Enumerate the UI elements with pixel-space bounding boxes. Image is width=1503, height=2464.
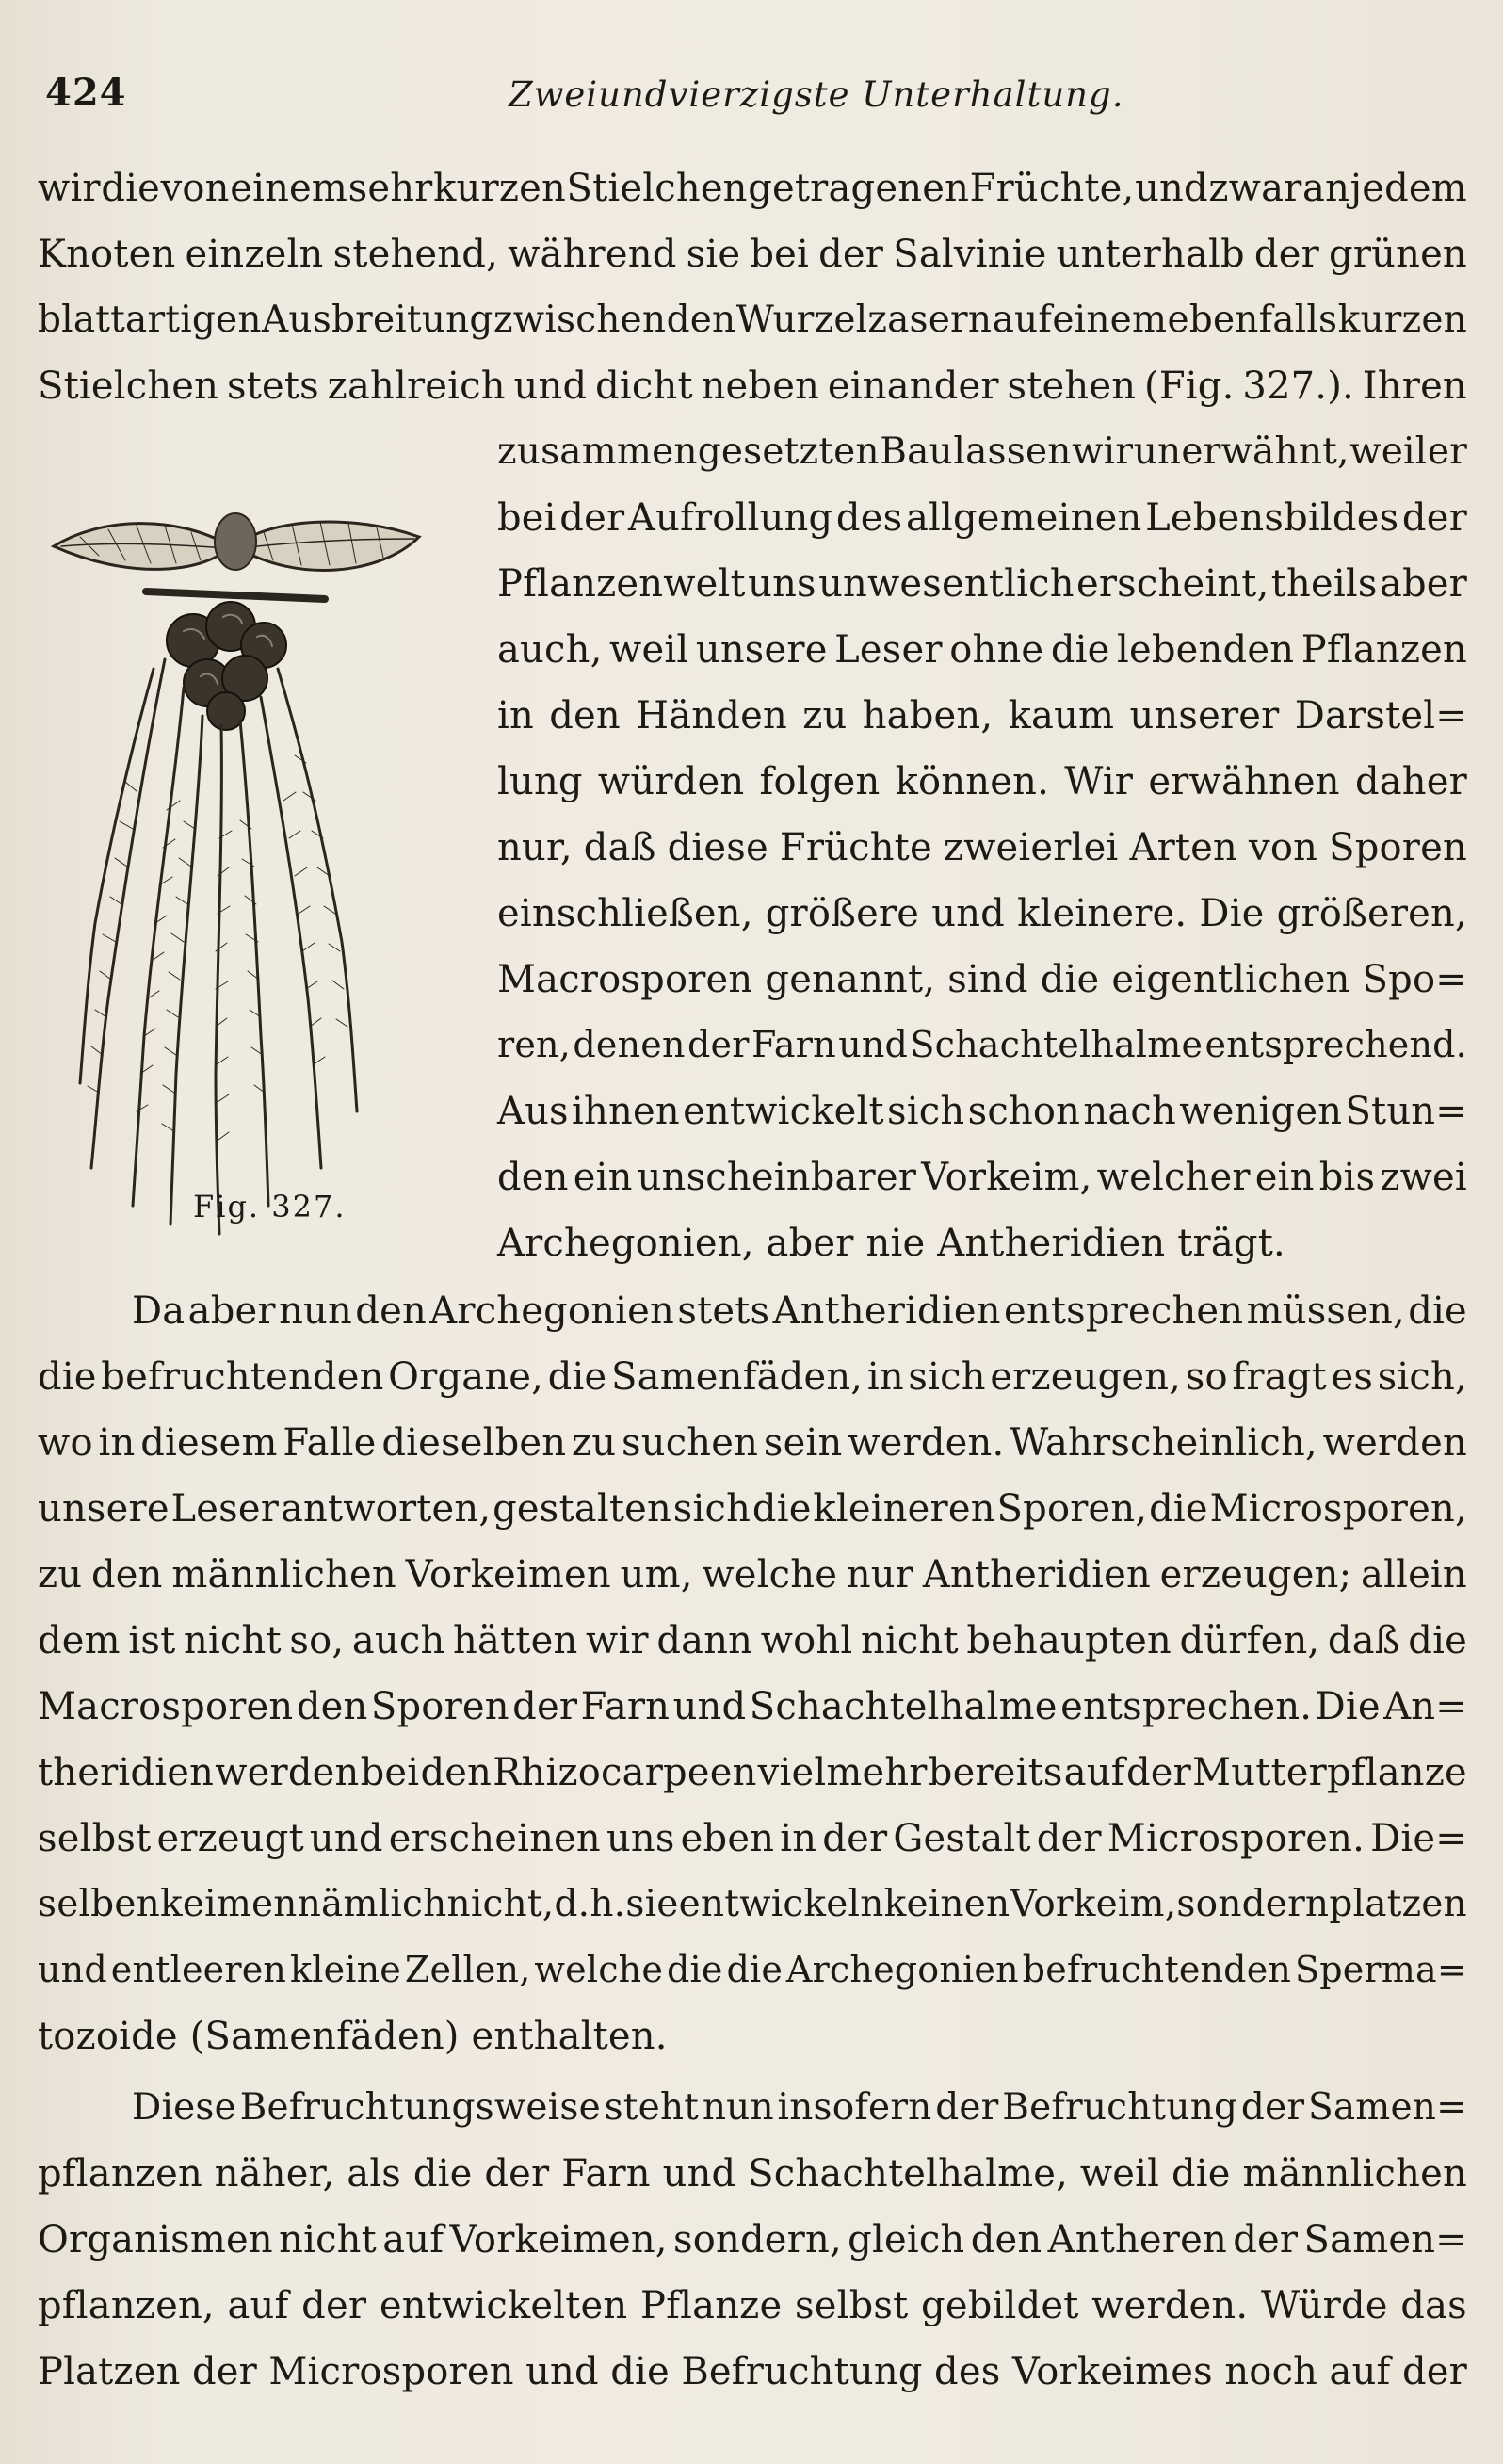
text-line: unsere Leser antworten, gestalten sich die kleineren Sporen, die Microsporen, [38,1487,1467,1531]
text-line: dem ist nicht so, auch hätten wir dann wohl nicht behaupten dürfen, daß die [38,1619,1467,1662]
text-line: auch, weil unsere Leser ohne die lebenden Pflanzen [497,628,1467,672]
page-header [38,71,1469,127]
text-line: zusammengesetzten Bau lassen wir unerwähnt, weil er [497,430,1467,473]
text-line: Archegonien, aber nie Antheridien trägt. [497,1222,1285,1265]
text-line: Da aber nun den Archegonien stets Antheridien entsprechen müssen, die [132,1289,1467,1333]
text-line: nur, daß diese Früchte zweierlei Arten von Sporen [497,826,1467,869]
salvinia-illustration [42,509,447,1243]
text-line: Knoten einzeln stehend, während sie bei der Salvinie unterhalb der grünen [38,233,1467,276]
text-line: Stielchen stets zahlreich und dicht neben einander stehen (Fig. 327.). Ihren [38,365,1467,408]
text-line: theridien werden bei den Rhizocarpeen vielmehr bereits auf der Mutterpflanze [38,1751,1467,1794]
text-line: Aus ihnen entwickelt sich schon nach wenigen Stun= [497,1090,1467,1133]
text-line: selben keimen nämlich nicht, d. h. sie entwickeln keinen Vorkeim, sondern platzen [38,1883,1467,1925]
text-line: Macrosporen genannt, sind die eigentlichen Spo= [497,958,1467,1001]
text-line: wir die von einem sehr kurzen Stielchen getragenen Früchte, und zwar an jedem [38,167,1467,210]
text-line: selbst erzeugt und erscheinen uns eben in der Gestalt der Microsporen. Die= [38,1817,1467,1860]
text-line: die befruchtenden Organe, die Samenfäden, in sich erzeugen, so fragt es sich, [38,1355,1467,1399]
text-line: pflanzen, auf der entwickelten Pflanze selbst gebildet werden. Würde das [38,2284,1467,2327]
text-line: wo in diesem Falle dieselben zu suchen sein werden. Wahrscheinlich, werden [38,1421,1467,1465]
text-line: lung würden folgen können. Wir erwähnen daher [497,760,1467,803]
text-line: Platzen der Microsporen und die Befruchtung des Vorkeimes noch auf der [38,2350,1467,2393]
text-line: ren, denen der Farn und Schachtelhalme entsprechend. [497,1024,1467,1065]
text-line: Pflanzenwelt uns unwesentlich erscheint, theils aber [497,562,1467,606]
text-line: pflanzen näher, als die der Farn und Schachtelhalme, weil die männlichen [38,2152,1467,2196]
text-line: Macrosporen den Sporen der Farn und Schachtelhalme entsprechen. Die An= [38,1685,1467,1728]
page-number: 424 [45,71,127,115]
text-line: blattartigen Ausbreitung zwischen den Wurzelzasern auf einem ebenfalls kurzen [38,299,1467,341]
figure-caption: Fig. 327. [193,1189,347,1224]
text-line: den ein unscheinbarer Vorkeim, welcher ein bis zwei [497,1156,1467,1199]
text-line: Diese Befruchtungsweise steht nun insofern der Befruchtung der Samen= [132,2086,1467,2129]
text-line: in den Händen zu haben, kaum unserer Darstel= [497,694,1467,738]
text-line: und entleeren kleine Zellen, welche die die Archegonien befruchtenden Sperma= [38,1949,1467,1990]
text-line: tozoide (Samenfäden) enthalten. [38,2015,668,2058]
running-head: Zweiundvierzigste Unterhaltung. [509,74,1124,115]
text-line: Organismen nicht auf Vorkeimen, sondern, gleich den Antheren der Samen= [38,2218,1467,2261]
text-line: zu den männlichen Vorkeimen um, welche nur Antheridien erzeugen; allein [38,1553,1467,1597]
text-line: bei der Aufrollung des allgemeinen Lebensbildes der [497,496,1467,540]
text-line: einschließen, größere und kleinere. Die größeren, [497,892,1467,935]
